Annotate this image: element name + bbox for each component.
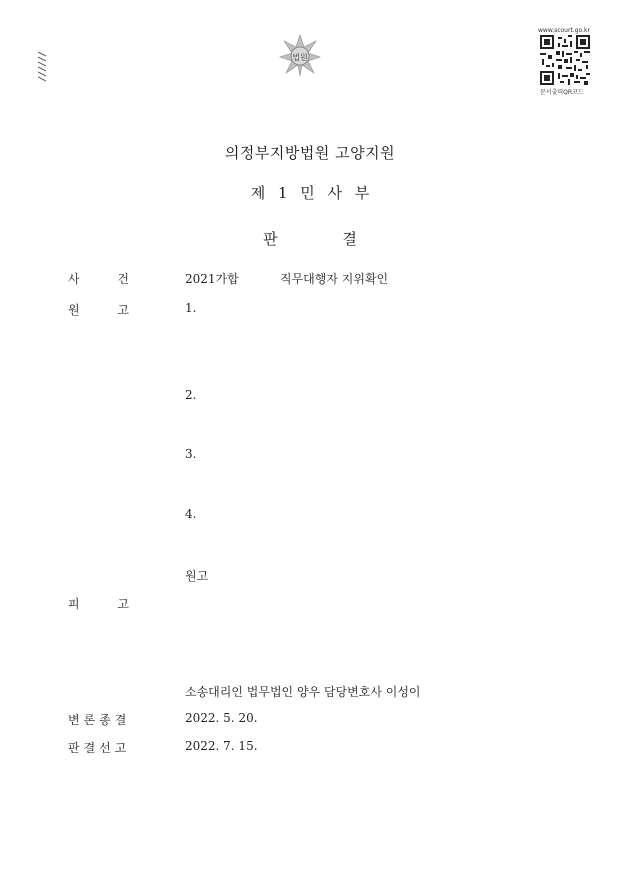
plaintiff-item-4: 4. — [185, 507, 197, 521]
emblem-text: 법원 — [292, 53, 308, 62]
qr-caption: 문서출력QR코드 — [540, 89, 584, 96]
defendant-counsel: 소송대리인 법무법인 양우 담당변호사 이성이 — [185, 685, 421, 699]
plaintiff-item-1: 1. — [185, 301, 197, 315]
court-emblem-icon — [278, 33, 322, 77]
court-title: 의정부지방법원 고양지원 — [224, 144, 396, 162]
edge-stamp-strip — [38, 50, 46, 84]
case-name: 직무대행자 지위확인 — [280, 272, 389, 286]
closing-date: 2022. 5. 20. — [185, 711, 258, 725]
plaintiff-item-2: 2. — [185, 388, 197, 402]
division-title: 제 1 민 사 부 — [250, 184, 370, 202]
qr-url: www.scourt.go.kr — [538, 27, 590, 34]
judgment-title: 판 결 — [263, 230, 357, 248]
verdict-date: 2022. 7. 15. — [185, 739, 258, 753]
plaintiff-label: 원 고 — [68, 303, 129, 317]
plaintiff-item-3: 3. — [185, 447, 197, 461]
qr-code-icon — [540, 35, 590, 85]
verdict-label: 판결선고 — [68, 741, 131, 755]
plaintiff-representative: 원고 — [185, 569, 209, 583]
closing-label: 변론종결 — [68, 713, 131, 727]
case-label: 사 건 — [68, 272, 129, 286]
case-number: 2021가합 — [185, 272, 239, 286]
defendant-label: 피 고 — [68, 597, 129, 611]
